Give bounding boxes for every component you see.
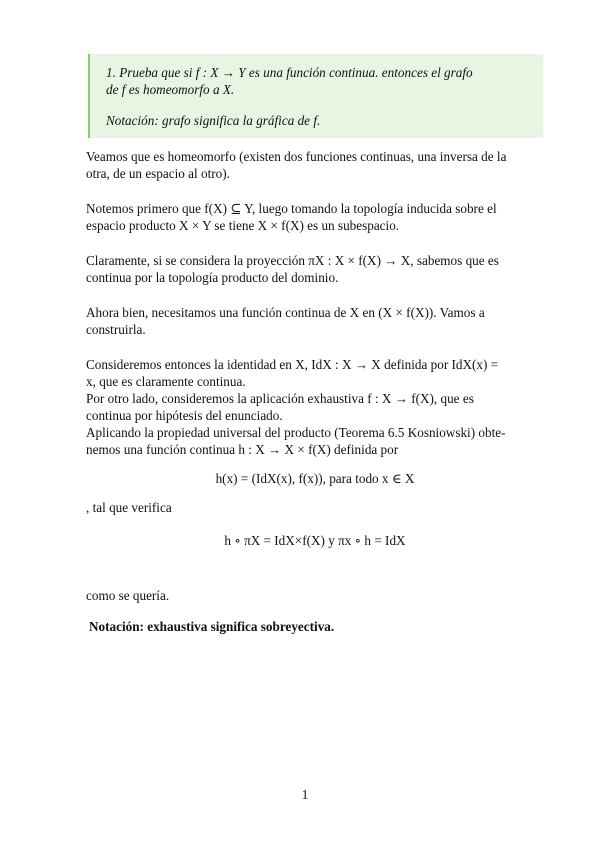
paragraph-4-line-1: Ahora bien, necesitamos una función continua de X en (X × f(X)). Vamos a [86, 305, 485, 320]
exercise-line-1: 1. Prueba que si f : X → Y es una función continua. entonces el grafo [106, 65, 473, 80]
paragraph-3-line-2: continua por la topología producto del dominio. [86, 270, 339, 285]
paragraph-5-line-1: Consideremos entonces la identidad en X, IdX : X → X definida por IdX(x) = [86, 357, 499, 372]
equation-2: h ∘ πX = IdX×f(X) y πx ∘ h = IdX [224, 533, 406, 548]
paragraph-5-line-6: nemos una función continua h : X → X × f(X) definida por [86, 442, 399, 457]
paragraph-6: , tal que verifica [86, 500, 172, 515]
paragraph-5-line-5: Aplicando la propiedad universal del producto (Teorema 6.5 Kosniowski) obte- [86, 425, 506, 440]
exercise-line-2: de f es homeomorfo a X. [106, 82, 235, 97]
paragraph-1-line-2: otra, de un espacio al otro). [86, 166, 230, 181]
paragraph-7: como se quería. [86, 588, 170, 603]
paragraph-5-line-3: Por otro lado, consideremos la aplicación exhaustiva f : X → f(X), que es [86, 391, 474, 406]
page-number: 1 [301, 787, 309, 802]
paragraph-1-line-1: Veamos que es homeomorfo (existen dos funciones continuas, una inversa de la [86, 149, 507, 164]
paragraph-2-line-1: Notemos primero que f(X) ⊆ Y, luego tomando la topología inducida sobre el [86, 201, 497, 216]
paragraph-2-line-2: espacio producto X × Y se tiene X × f(X) es un subespacio. [86, 218, 400, 233]
exercise-box [88, 54, 543, 138]
paragraph-5-line-4: continua por hipótesis del enunciado. [86, 408, 283, 423]
exercise-note: Notación: grafo significa la gráfica de f. [106, 113, 321, 128]
page-content [86, 48, 544, 635]
paragraph-3-line-1: Claramente, si se considera la proyección πX : X × f(X) → X, sabemos que es [86, 253, 499, 268]
equation-1: h(x) = (IdX(x), f(x)), para todo x ∈ X [215, 471, 415, 486]
paragraph-4-line-2: construirla. [86, 322, 146, 337]
notation-note: Notación: exhaustiva significa sobreyectiva. [89, 619, 335, 634]
paragraph-5-line-2: x, que es claramente continua. [86, 374, 246, 389]
